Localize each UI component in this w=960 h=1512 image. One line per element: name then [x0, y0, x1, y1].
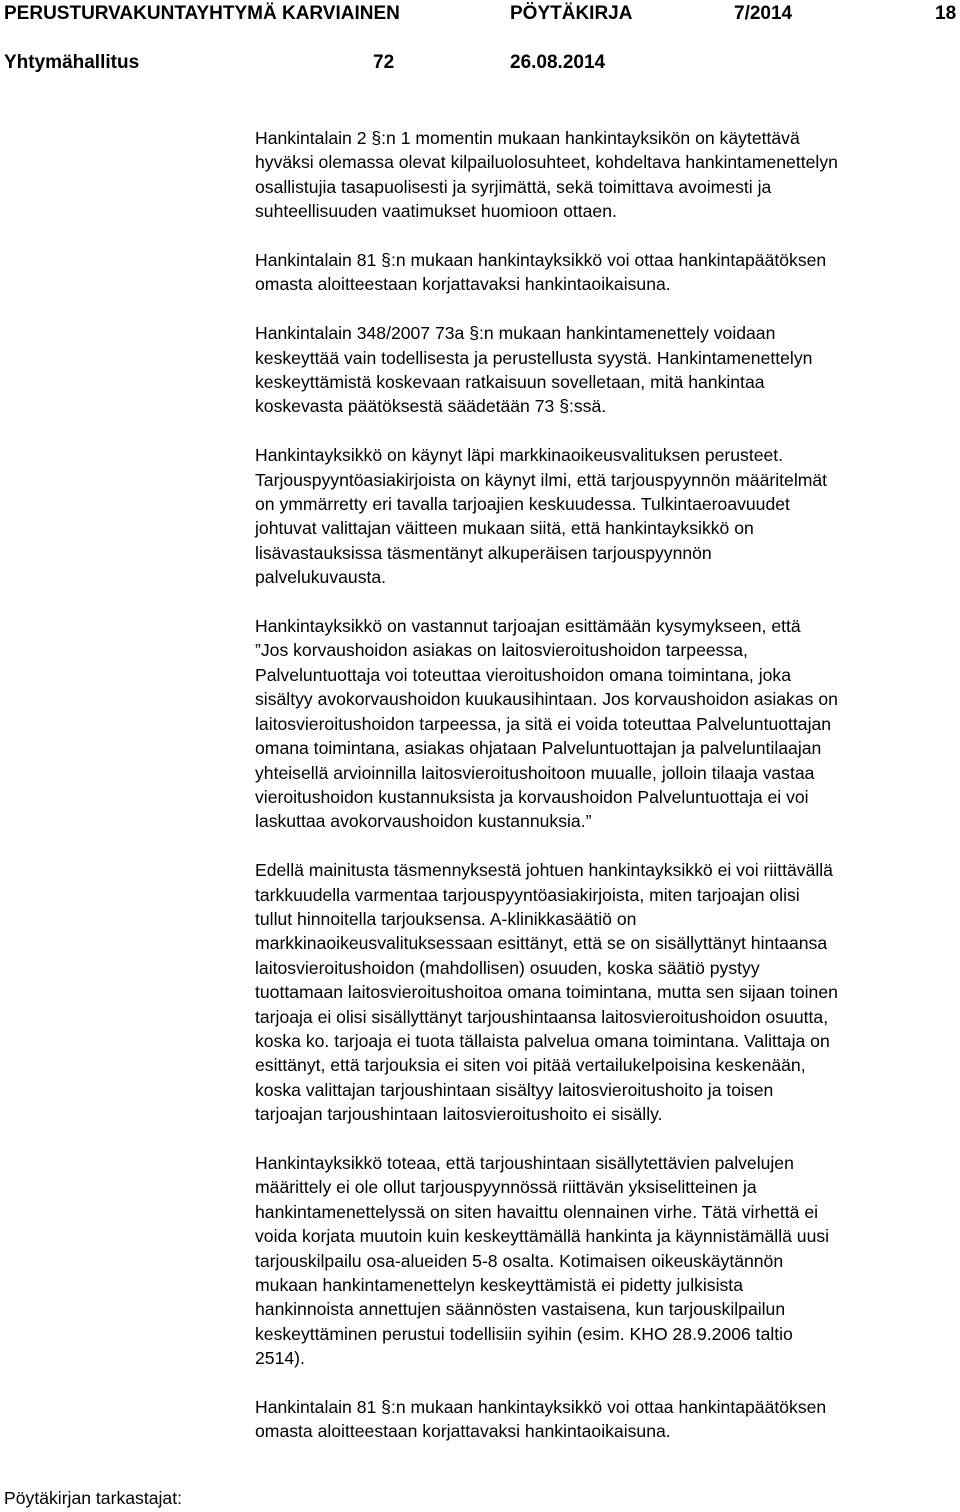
- page-number: 18: [935, 3, 957, 24]
- paragraph: Hankintalain 81 §:n mukaan hankintayksikkö voi ottaa hankintapäätöksen omasta aloitteestaan korjattavaksi hankintaoikaisuna.: [255, 250, 827, 295]
- organization-name: PERUSTURVAKUNTAYHTYMÄ KARVIAINEN: [4, 3, 400, 24]
- paragraph: Hankintalain 81 §:n mukaan hankintayksikkö voi ottaa hankintapäätöksen omasta aloitteestaan korjattavaksi hankintaoikaisuna.: [255, 1397, 827, 1442]
- governing-body: Yhtymähallitus: [4, 52, 140, 73]
- paragraph: Hankintalain 2 §:n 1 momentin mukaan hankintayksikön on käytettävä hyväksi olemassa olevat kilpailuolosuhteet, kohdeltava hankintamenettelyn osallistujia tasapuolisesti ja syrjimättä, sekä toimittava avoimesti ja suhteellisuuden vaatimukset huomioon ottaen.: [255, 128, 838, 222]
- paragraph: Hankintalain 348/2007 73a §:n mukaan hankintamenettely voidaan keskeyttää vain todellisesta ja perustellusta syystä. Hankintamenettelyn keskeyttämistä koskevaan ratkaisuun sovelletaan, mitä hankintaa koskevasta päätöksestä säädetään 73 §:ssä.: [255, 323, 813, 417]
- meeting-date: 26.08.2014: [510, 52, 606, 73]
- footer-reviewers-label: Pöytäkirjan tarkastajat:: [4, 1488, 182, 1508]
- paragraph: Hankintayksikkö toteaa, että tarjoushintaan sisällytettävien palvelujen määrittely ei ole ollut tarjouspyynnössä riittävän yksiselitteinen ja hankintamenettelyssä on siten havaittu olennainen virhe. Tätä virhettä ei voida korjata muutoin kuin keskeyttämällä hankinta ja käynnistämällä uusi tarjouskilpailu osa-alueiden 5-8 osalta. Kotimaisen oikeuskäytännön mukaan hankintamenettelyn keskeyttämistä ei pidetty julkisista hankinnoista annettujen säännösten vastaisena, kun tarjouskilpailun keskeyttäminen perustui todellisiin syihin (esim. KHO 28.9.2006 taltio 2514).: [255, 1152, 830, 1369]
- paragraph: Edellä mainitusta täsmennyksestä johtuen hankintayksikkö ei voi riittävällä tarkkuudella varmentaa tarjouspyyntöasiakirjoista, miten tarjoajan olisi tullut hinnoitella tarjouksensa. A-klinikkasäätiö on markkinaoikeusvalituksessaan esittänyt, että se on sisällyttänyt hintaansa laitosvieroitushoidon (mahdollisen) osuuden, koska säätiö pystyy tuottamaan laitosvieroitushoitoa omana toimintana, mutta sen sijaan toinen tarjoaja ei olisi sisällyttänyt tarjoushintaansa laitosvieroitushoidon osuutta, koska ko. tarjoaja ei tuota tällaista palvelua omana toimintana. Valittaja on esittänyt, että tarjouksia ei siten voi pitää vertailukelpoisina keskenään, koska valittajan tarjoushintaan sisältyy laitosvieroitushoito ja toisen tarjoajan tarjoushintaan laitosvieroitushoito ei sisälly.: [255, 860, 838, 1125]
- document-body: [255, 126, 960, 1468]
- paragraph: Hankintayksikkö on vastannut tarjoajan esittämään kysymykseen, että ”Jos korvaushoidon asiakas on laitosvieroitushoidon tarpeessa, Palveluntuottaja voi toteuttaa vieroitushoidon omana toimintana, joka sisältyy avokorvaushoidon kuukausihintaan. Jos korvaushoidon asiakas on laitosvieroitushoidon tarpeessa, ja sitä ei voida toteuttaa Palveluntuottajan omana toimintana, asiakas ohjataan Palveluntuottajan ja palveluntilaajan yhteisellä arvioinnilla laitosvieroitushoitoon muualle, jolloin tilaaja vastaa vieroitushoidon kustannuksista ja korvaushoidon Palveluntuottaja ei voi laskuttaa avokorvaushoidon kustannuksia.”: [255, 616, 838, 832]
- paragraph: Hankintayksikkö on käynyt läpi markkinaoikeusvalituksen perusteet. Tarjouspyyntöasiakirjoista on käynyt ilmi, että tarjouspyynnön määritelmät on ymmärretty eri tavalla tarjoajien keskuudessa. Tulkintaeroavuudet johtuvat valittajan väitteen mukaan siitä, että hankintayksikkö on lisävastauksissa täsmentänyt alkuperäisen tarjouspyynnön palvelukuvausta.: [255, 445, 828, 588]
- document-number: 7/2014: [734, 3, 793, 24]
- document-type: PÖYTÄKIRJA: [510, 3, 633, 24]
- section-number: 72: [373, 52, 395, 73]
